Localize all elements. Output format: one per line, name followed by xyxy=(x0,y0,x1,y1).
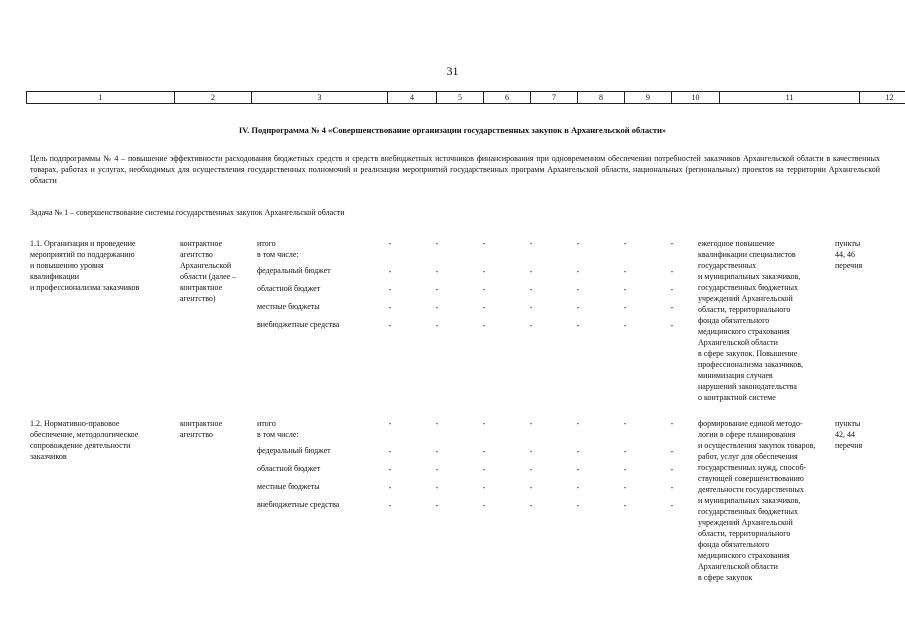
text-line: минимизация случаев xyxy=(698,371,773,380)
value-cell: - xyxy=(670,483,674,492)
source-local: местные бюджеты xyxy=(257,302,320,311)
list-points xyxy=(835,418,862,451)
value-cell: - xyxy=(529,419,533,428)
text-line: Архангельской области xyxy=(698,338,778,347)
value-cell: - xyxy=(482,285,486,294)
text-line: медицинского страхования xyxy=(698,551,790,560)
value-cell: - xyxy=(623,419,627,428)
value-cell: - xyxy=(623,321,627,330)
column-number: 7 xyxy=(531,92,578,104)
text-line: и повышению уровня xyxy=(30,261,104,270)
page-number: 31 xyxy=(446,64,459,78)
text-line: контрактное xyxy=(180,419,223,428)
list-points xyxy=(835,238,862,271)
value-cell: - xyxy=(576,239,580,248)
text-line: сопровождение деятельности xyxy=(30,441,131,450)
source-extrabudgetary: внебюджетные средства xyxy=(257,500,340,509)
text-line: пункты xyxy=(835,419,861,428)
value-cell: - xyxy=(388,419,392,428)
value-cell: - xyxy=(529,303,533,312)
column-number: 10 xyxy=(672,92,720,104)
text-line: в сфере закупок xyxy=(698,573,753,582)
text-line: государственных бюджетных xyxy=(698,283,798,292)
value-cell: - xyxy=(435,419,439,428)
activity-name xyxy=(30,238,139,293)
source-local: местные бюджеты xyxy=(257,482,320,491)
text-line: и муниципальных заказчиков, xyxy=(698,496,801,505)
column-number: 4 xyxy=(388,92,437,104)
value-cell: - xyxy=(435,501,439,510)
value-cell: - xyxy=(623,285,627,294)
text-line: медицинского страхования xyxy=(698,327,790,336)
text-line: перечня xyxy=(835,261,863,270)
text-line: обеспечение, методологическое xyxy=(30,430,139,439)
value-cell: - xyxy=(670,465,674,474)
section-title: IV. Подпрограмма № 4 «Совершенствование организации государственных закупок в Архангельской области» xyxy=(238,125,667,135)
text-line: мероприятий по поддержанию xyxy=(30,250,135,259)
value-cell: - xyxy=(529,267,533,276)
source-including: в том числе: xyxy=(257,430,299,439)
task-heading: Задача № 1 – совершенствование системы государственных закупок Архангельской области xyxy=(30,208,345,217)
activity-executor xyxy=(180,238,236,304)
column-number: 11 xyxy=(720,92,860,104)
text-line: области, территориального xyxy=(698,529,791,538)
value-cell: - xyxy=(576,285,580,294)
value-cell: - xyxy=(435,321,439,330)
text-line: учреждений Архангельской xyxy=(698,518,793,527)
activity-executor xyxy=(180,418,222,440)
value-cell: - xyxy=(388,447,392,456)
value-cell: - xyxy=(576,447,580,456)
value-cell: - xyxy=(388,321,392,330)
value-cell: - xyxy=(576,321,580,330)
value-cell: - xyxy=(670,501,674,510)
value-cell: - xyxy=(435,267,439,276)
value-cell: - xyxy=(576,465,580,474)
text-line: деятельности государственных xyxy=(698,485,804,494)
text-line: учреждений Архангельской xyxy=(698,294,793,303)
text-line: квалификации специалистов xyxy=(698,250,796,259)
value-cell: - xyxy=(388,285,392,294)
value-cell: - xyxy=(482,501,486,510)
value-cell: - xyxy=(670,267,674,276)
value-cell: - xyxy=(670,303,674,312)
column-number: 2 xyxy=(175,92,252,104)
value-cell: - xyxy=(623,447,627,456)
column-number: 3 xyxy=(252,92,388,104)
text-line: фонда обязательного xyxy=(698,316,770,325)
value-cell: - xyxy=(529,321,533,330)
value-cell: - xyxy=(482,447,486,456)
expected-result xyxy=(698,238,803,403)
value-cell: - xyxy=(670,239,674,248)
text-line: области (далее – xyxy=(180,272,237,281)
value-cell: - xyxy=(435,465,439,474)
text-line: Архангельской области xyxy=(698,562,778,571)
value-cell: - xyxy=(576,419,580,428)
value-cell: - xyxy=(435,447,439,456)
value-cell: - xyxy=(388,239,392,248)
column-number: 1 xyxy=(27,92,175,104)
value-cell: - xyxy=(623,303,627,312)
text-line: агентство xyxy=(180,250,213,259)
value-cell: - xyxy=(482,465,486,474)
text-line: контрактное xyxy=(180,283,223,292)
value-cell: - xyxy=(529,465,533,474)
value-cell: - xyxy=(670,321,674,330)
text-line: 1.2. Нормативно-правовое xyxy=(30,419,120,428)
value-cell: - xyxy=(576,267,580,276)
value-cell: - xyxy=(670,447,674,456)
text-line: государственных бюджетных xyxy=(698,507,798,516)
value-cell: - xyxy=(576,501,580,510)
value-cell: - xyxy=(482,267,486,276)
value-cell: - xyxy=(623,239,627,248)
text-line: фонда обязательного xyxy=(698,540,770,549)
value-cell: - xyxy=(529,483,533,492)
column-number-header xyxy=(26,91,905,104)
value-cell: - xyxy=(388,267,392,276)
text-line: формирование единой методо- xyxy=(698,419,803,428)
text-line: агентство xyxy=(180,430,213,439)
source-regional: областной бюджет xyxy=(257,464,321,473)
text-line: области, территориального xyxy=(698,305,791,314)
text-line: работ, услуг для обеспечения xyxy=(698,452,798,461)
text-line: 1.1. Организация и проведение xyxy=(30,239,136,248)
text-line: профессионализма заказчиков, xyxy=(698,360,803,369)
text-line: логии в сфере планирования xyxy=(698,430,796,439)
value-cell: - xyxy=(529,239,533,248)
text-line: государственных нужд, способ- xyxy=(698,463,807,472)
text-line: 44, 46 xyxy=(835,250,855,259)
value-cell: - xyxy=(388,483,392,492)
text-line: контрактное xyxy=(180,239,223,248)
value-cell: - xyxy=(482,483,486,492)
text-line: перечня xyxy=(835,441,863,450)
source-federal: федеральный бюджет xyxy=(257,446,331,455)
value-cell: - xyxy=(670,285,674,294)
source-extrabudgetary: внебюджетные средства xyxy=(257,320,340,329)
column-number: 9 xyxy=(625,92,672,104)
column-number: 6 xyxy=(484,92,531,104)
source-total: итого xyxy=(257,239,276,248)
column-number: 5 xyxy=(437,92,484,104)
value-cell: - xyxy=(482,321,486,330)
value-cell: - xyxy=(529,447,533,456)
text-line: 42, 44 xyxy=(835,430,855,439)
text-line: ежегодное повышение xyxy=(698,239,775,248)
value-cell: - xyxy=(482,239,486,248)
source-federal: федеральный бюджет xyxy=(257,266,331,275)
value-cell: - xyxy=(576,303,580,312)
value-cell: - xyxy=(576,483,580,492)
value-cell: - xyxy=(623,483,627,492)
source-including: в том числе: xyxy=(257,250,299,259)
value-cell: - xyxy=(529,501,533,510)
text-line: пункты xyxy=(835,239,861,248)
text-line: в сфере закупок. Повышение xyxy=(698,349,798,358)
funding-sources xyxy=(257,418,339,510)
text-line: агентство) xyxy=(180,294,216,303)
text-line: и осуществления закупок товаров, xyxy=(698,441,816,450)
value-cell: - xyxy=(623,501,627,510)
text-line: государственных xyxy=(698,261,757,270)
text-line: ствующей совершенствованию xyxy=(698,474,804,483)
value-cell: - xyxy=(482,419,486,428)
value-cell: - xyxy=(388,465,392,474)
value-cell: - xyxy=(623,267,627,276)
subprogram-goal: Цель подпрограммы № 4 – повышение эффективности расходования бюджетных средств и средств внебюджетных источников финансирования при одновременном обеспечении потребностей заказчиков Архангельской области в качественных товарах, работах и услугах, необходимых для осуществления государственных полномочий и реализации мероприятий государственных программ Архангельской области, национальных (региональных) проектов на территории Архангельской области xyxy=(30,154,880,185)
funding-sources xyxy=(257,238,339,330)
expected-result xyxy=(698,418,815,583)
text-line: Архангельской xyxy=(180,261,232,270)
source-regional: областной бюджет xyxy=(257,284,321,293)
source-total: итого xyxy=(257,419,276,428)
value-cell: - xyxy=(623,465,627,474)
text-line: о контрактной системе xyxy=(698,393,776,402)
value-cell: - xyxy=(388,501,392,510)
value-cell: - xyxy=(435,483,439,492)
text-line: и профессионализма заказчиков xyxy=(30,283,140,292)
value-cell: - xyxy=(435,303,439,312)
value-cell: - xyxy=(435,239,439,248)
value-cell: - xyxy=(388,303,392,312)
column-number: 12 xyxy=(860,92,905,104)
activity-name xyxy=(30,418,138,462)
text-line: квалификации xyxy=(30,272,80,281)
value-cell: - xyxy=(529,285,533,294)
text-line: нарушений законодательства xyxy=(698,382,797,391)
text-line: и муниципальных заказчиков, xyxy=(698,272,801,281)
value-cell: - xyxy=(482,303,486,312)
value-cell: - xyxy=(435,285,439,294)
column-number: 8 xyxy=(578,92,625,104)
value-cell: - xyxy=(670,419,674,428)
text-line: заказчиков xyxy=(30,452,67,461)
